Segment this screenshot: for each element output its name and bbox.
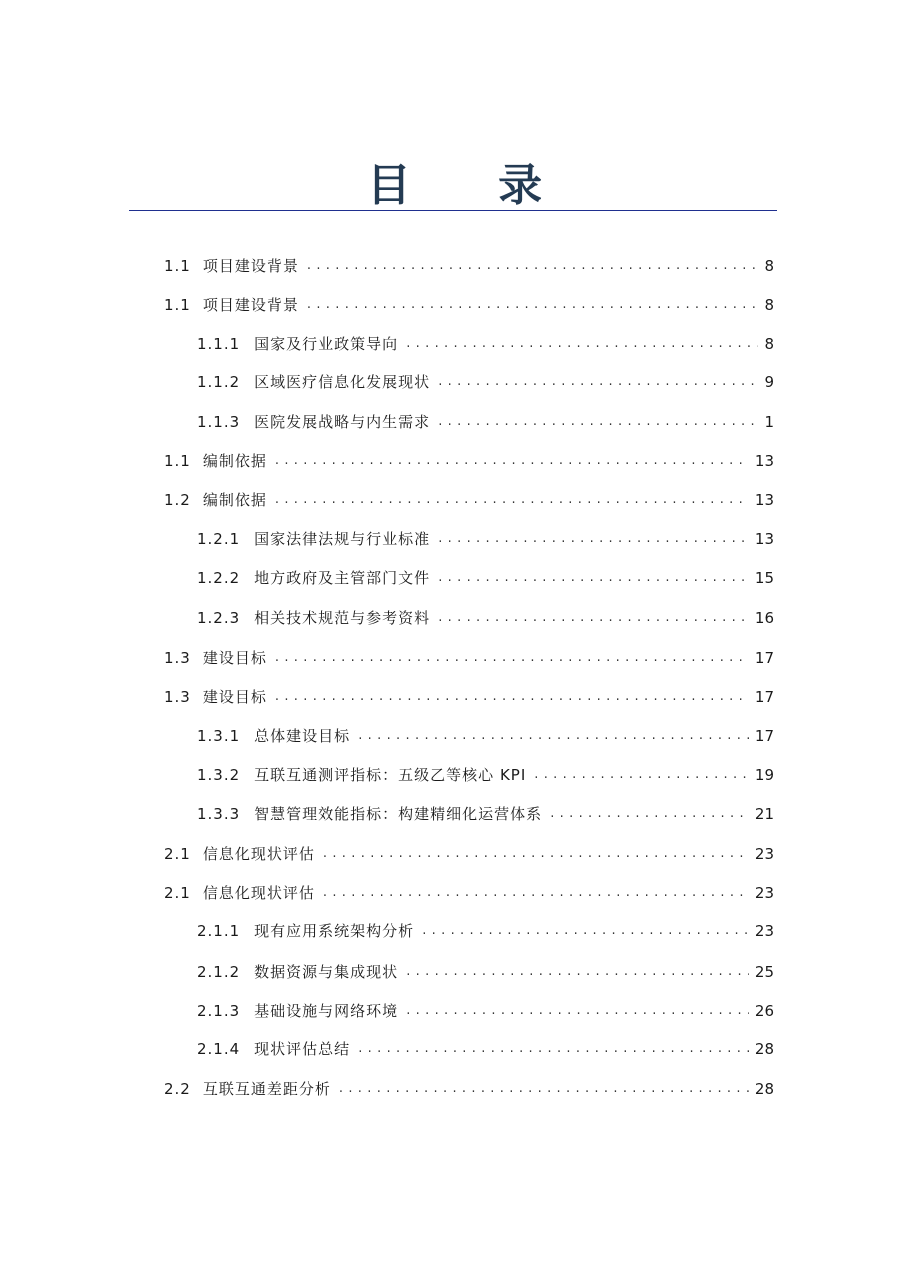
- toc-entry-title: 信息化现状评估: [202, 884, 315, 902]
- toc-entry-title: 互联互通测评指标：五级乙等核心 KPI: [254, 766, 527, 784]
- toc-entry-number: 1.1.2: [197, 373, 241, 391]
- toc-entry[interactable]: [164, 647, 774, 669]
- toc-dot-leader: [307, 255, 758, 277]
- toc-entry-page: 15: [754, 569, 774, 587]
- toc-entry[interactable]: [164, 489, 774, 511]
- toc-dot-leader: [422, 920, 749, 942]
- toc-entry-number: 1.1: [164, 257, 191, 275]
- toc-entry-page: 28: [754, 1040, 774, 1058]
- toc-entry[interactable]: [197, 764, 774, 786]
- toc-entry-page: 17: [754, 727, 774, 745]
- toc-entry-number: 1.1: [164, 452, 191, 470]
- toc-dot-leader: [438, 371, 758, 393]
- toc-dot-leader: [550, 803, 749, 825]
- toc-entry-number: 1.1: [164, 296, 191, 314]
- toc-entry[interactable]: [197, 528, 774, 550]
- toc-entry[interactable]: [164, 255, 774, 277]
- toc-entry-title: 数据资源与集成现状: [254, 963, 399, 981]
- toc-dot-leader: [406, 961, 749, 983]
- toc-entry-page: 8: [764, 335, 774, 353]
- toc-entry-number: 2.1: [164, 884, 191, 902]
- toc-entry-title: 建设目标: [202, 688, 267, 706]
- toc-entry-page: 19: [754, 766, 774, 784]
- toc-entry-number: 1.2.2: [197, 569, 241, 587]
- toc-dot-leader: [406, 333, 758, 355]
- toc-dot-leader: [406, 1000, 749, 1022]
- toc-entry-title: 区域医疗信息化发展现状: [254, 373, 431, 391]
- toc-dot-leader: [534, 764, 749, 786]
- toc-dot-leader: [323, 843, 749, 865]
- toc-entry[interactable]: [197, 411, 774, 433]
- toc-entry-number: 1.1.1: [197, 335, 241, 353]
- toc-entry-title: 智慧管理效能指标：构建精细化运营体系: [254, 805, 543, 823]
- toc-entry-page: 13: [754, 452, 774, 470]
- toc-entry-title: 医院发展战略与内生需求: [254, 413, 431, 431]
- toc-dot-leader: [275, 647, 749, 669]
- toc-entry-number: 2.1.2: [197, 963, 241, 981]
- toc-entry-title: 现状评估总结: [254, 1040, 351, 1058]
- toc-entry-title: 项目建设背景: [202, 257, 299, 275]
- toc-entry-page: 1: [764, 413, 774, 431]
- toc-entry-title: 信息化现状评估: [202, 845, 315, 863]
- toc-entry-page: 8: [764, 296, 774, 314]
- toc-entry[interactable]: [197, 961, 774, 983]
- title-underline: [129, 210, 777, 211]
- toc-entry-title: 互联互通差距分析: [202, 1080, 331, 1098]
- toc-entry-number: 2.2: [164, 1080, 191, 1098]
- toc-entry[interactable]: [164, 294, 774, 316]
- toc-entry-number: 2.1.4: [197, 1040, 241, 1058]
- toc-dot-leader: [275, 686, 749, 708]
- toc-entry-title: 相关技术规范与参考资料: [254, 609, 431, 627]
- toc-entry-page: 17: [754, 688, 774, 706]
- toc-entry-number: 1.3: [164, 649, 191, 667]
- toc-dot-leader: [438, 607, 749, 629]
- toc-entry-page: 8: [764, 257, 774, 275]
- toc-entry-title: 总体建设目标: [254, 727, 351, 745]
- toc-entry-number: 1.3.3: [197, 805, 241, 823]
- toc-entry-number: 1.2: [164, 491, 191, 509]
- toc-entry[interactable]: [197, 803, 774, 825]
- toc-entry-page: 17: [754, 649, 774, 667]
- toc-entry-page: 25: [754, 963, 774, 981]
- toc-entry[interactable]: [164, 686, 774, 708]
- toc-dot-leader: [339, 1078, 749, 1100]
- toc-entry-title: 建设目标: [202, 649, 267, 667]
- toc-entry-number: 1.3.1: [197, 727, 241, 745]
- toc-entry-number: 1.2.3: [197, 609, 241, 627]
- toc-entry-page: 9: [764, 373, 774, 391]
- toc-entry-page: 23: [754, 922, 774, 940]
- toc-entry[interactable]: [197, 1000, 774, 1022]
- toc-dot-leader: [438, 528, 749, 550]
- toc-entry-page: 21: [754, 805, 774, 823]
- toc-entry-number: 1.3.2: [197, 766, 241, 784]
- toc-entry-number: 2.1: [164, 845, 191, 863]
- toc-dot-leader: [358, 1038, 749, 1060]
- toc-entry-title: 基础设施与网络环境: [254, 1002, 399, 1020]
- toc-dot-leader: [275, 450, 749, 472]
- toc-entry-page: 26: [754, 1002, 774, 1020]
- toc-entry[interactable]: [197, 1038, 774, 1060]
- toc-entry-page: 13: [754, 530, 774, 548]
- toc-entry[interactable]: [164, 882, 774, 904]
- toc-entry[interactable]: [164, 1078, 774, 1100]
- toc-entry-page: 23: [754, 845, 774, 863]
- toc-entry[interactable]: [164, 450, 774, 472]
- toc-dot-leader: [438, 411, 758, 433]
- toc-entry-page: 23: [754, 884, 774, 902]
- toc-entry-number: 2.1.1: [197, 922, 241, 940]
- toc-entry-title: 国家及行业政策导向: [254, 335, 399, 353]
- toc-dot-leader: [307, 294, 758, 316]
- toc-entry[interactable]: [197, 371, 774, 393]
- toc-entry-page: 16: [754, 609, 774, 627]
- toc-entry-number: 1.2.1: [197, 530, 241, 548]
- toc-entry-number: 2.1.3: [197, 1002, 241, 1020]
- toc-entry-title: 项目建设背景: [202, 296, 299, 314]
- toc-entry-title: 国家法律法规与行业标准: [254, 530, 431, 548]
- toc-entry-number: 1.1.3: [197, 413, 241, 431]
- toc-entry[interactable]: [197, 567, 774, 589]
- toc-dot-leader: [323, 882, 749, 904]
- toc-entry-title: 地方政府及主管部门文件: [254, 569, 431, 587]
- toc-dot-leader: [358, 725, 749, 747]
- toc-entry-title: 编制依据: [202, 491, 267, 509]
- toc-dot-leader: [438, 567, 749, 589]
- toc-entry[interactable]: [197, 725, 774, 747]
- toc-entry-page: 13: [754, 491, 774, 509]
- toc-entry-page: 28: [754, 1080, 774, 1098]
- toc-entry-number: 1.3: [164, 688, 191, 706]
- toc-entry[interactable]: [197, 333, 774, 355]
- toc-dot-leader: [275, 489, 749, 511]
- toc-entry[interactable]: [197, 920, 774, 942]
- toc-entry[interactable]: [164, 843, 774, 865]
- toc-entry-title: 现有应用系统架构分析: [254, 922, 415, 940]
- toc-entry-title: 编制依据: [202, 452, 267, 470]
- page-title: 目 录: [366, 160, 579, 211]
- toc-entry[interactable]: [197, 607, 774, 629]
